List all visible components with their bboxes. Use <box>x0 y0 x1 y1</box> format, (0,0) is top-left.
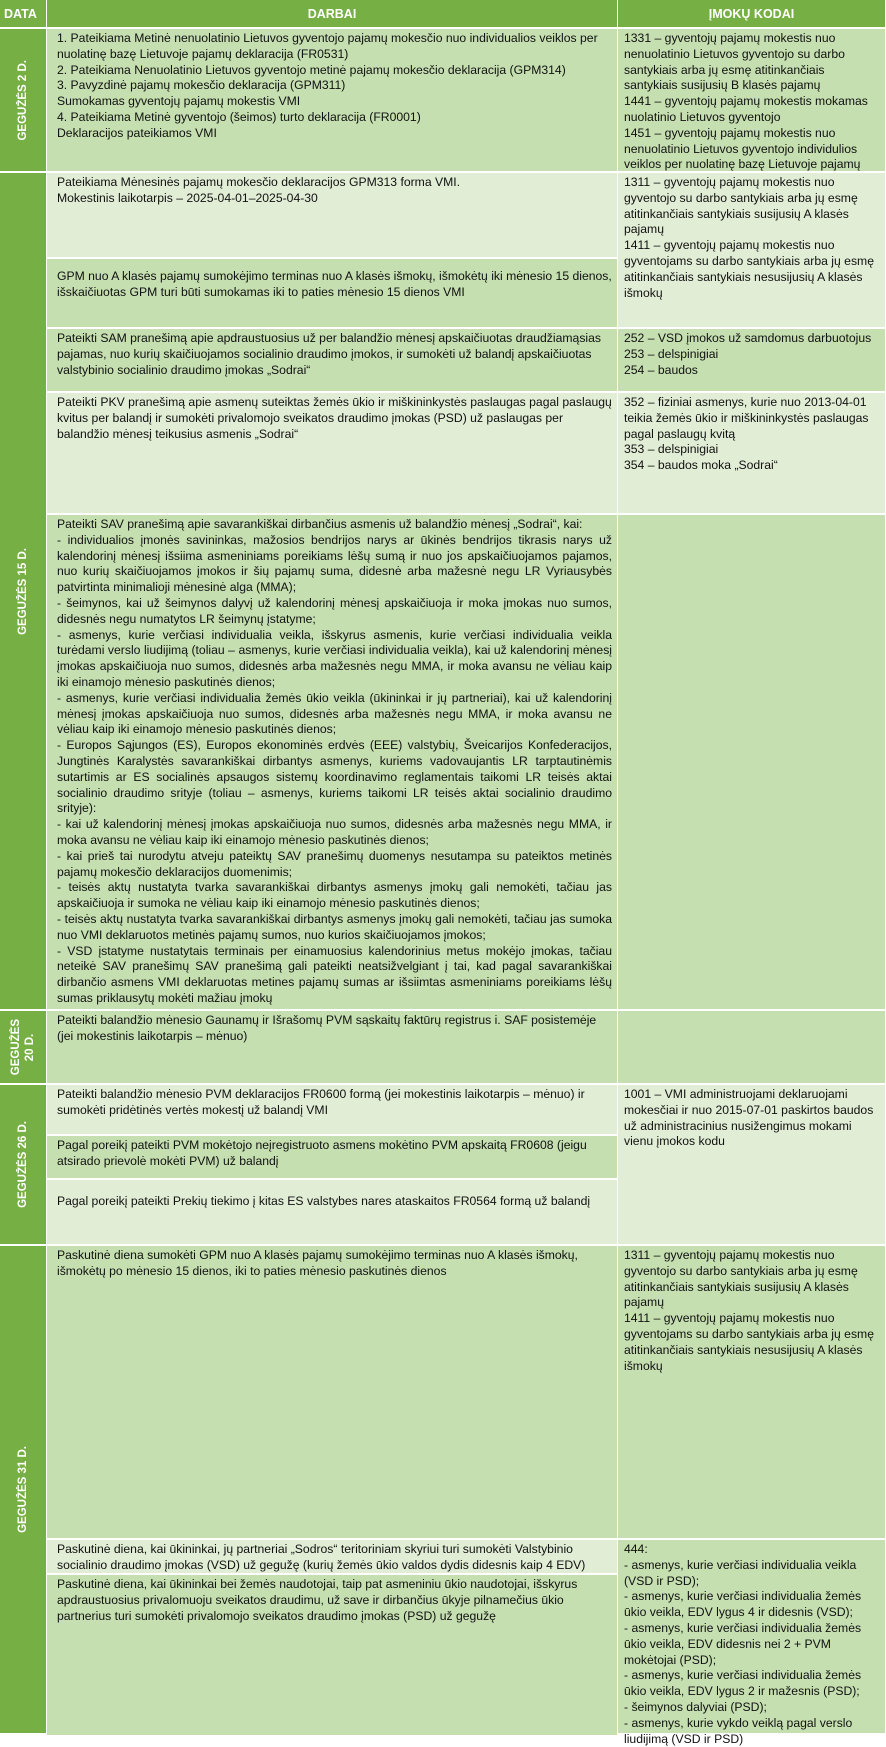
work-cell: Pateikti SAV pranešimą apie savarankiškai dirbančius asmenis už balandžio mėnesį „Sodrai“, kai: - individualios įmonės savininkas, mažosios bendrijos narys ar ūkinės bendrijos tikrasis narys už kalendorinį mėnesį išsiima asmeniniams poreikiams lėšų sumą ir nuo jos apskaičiuojamos pajamos, nuo kurių skaičiuojamos įmokos ir šių pajamų suma, didesnė arba mažesnė negu LR Vyriausybės patvirtinta minimalioji mėnesinė alga (MMA); - šeimynos, kai už šeimynos dalyvį už kalendorinį mėnesį apskaičiuoja ir moka įmokas nuo sumos, didesnės negu numatytos LR šeimynų įstatyme; - asmenys, kurie verčiasi individualia veikla, išskyrus asmenis, kurie verčiasi individualia veikla turėdami verslo liudijimą (toliau – asmenys, kurie verčiasi individualia veikla), kai už kalendorinį mėnesį įmokas apskaičiuoja nuo sumos, didesnės arba mažesnės negu MMA, ir moka avansu ne vėliau kaip iki einamojo mėnesio paskutinės dienos; - asmenys, kurie verčiasi individualia žemės ūkio veikla (ūkininkai ir jų partneriai), kai už kalendorinį mėnesį įmokas apskaičiuoja nuo sumos, didesnės arba mažesnės negu MMA, ir moka avansu ne vėliau kaip iki einamojo mėnesio paskutinės dienos; - Europos Sąjungos (ES), Europos ekonominės erdvės (EEE) valstybių, Šveicarijos Konfederacijos, Jungtinės Karalystės savarankiškai dirbantys asmenys, kuriems vadovaujantis LR tarptautinėmis sutartimis ar ES socialinės apsaugos sistemų koordinavimo reglamentais taikomi LR teisės aktai socialinio draudimo srityje (toliau – asmenys, kuriems taikomi LR teisės aktai socialinio draudimo srityje): - kai už kalendorinį mėnesį įmokas apskaičiuoja nuo sumos, didesnės arba mažesnės negu MMA, ir moka avansu ne vėliau kaip iki einamojo mėnesio paskutinės dienos; - kai prieš tai nurodytu atveju pateiktų SAV pranešimų duomenys nesutampa su pateiktos metinės pajamų mokesčio deklaracijos duomenimis; - teisės aktų nustatyta tvarka savarankiškai dirbantys asmenys įmokų gali nemokėti, tačiau jas apskaičiuoja ir sumoka ne vėliau kaip iki einamojo mėnesio paskutinės dienos; - teisės aktų nustatyta tvarka savarankiškai dirbantys asmenys įmokų gali nemokėti, tačiau jas sumoka nuo VMI deklaruotos metinės pajamų sumos, nuo kurios skaičiuojamos įmokos; - VSD įstatyme nustatytais terminais per einamuosius kalendorinius metus mokėjo įmokas, tačiau neteikė SAV pranešimų SAV pranešimą gali pateikti neatsižvelgiant į tai, kad pagal savarankiškai dirbančio asmens VMI deklaruotas metines pajamų sumas ar išsiimtas asmeniniams poreikiams lėšų sumas priklausytų mokėti mažiau įmokų <box>47 513 618 1009</box>
work-cell: Pateikti SAM pranešimą apie apdraustuosius už per balandžio mėnesį apskaičiuotas draudžiamąsias pajamas, nuo kurių skaičiuojamos socialinio draudimo įmokos, ir sumokėti už balandį apskaičiuotas valstybinio socialinio draudimo įmokas „Sodrai“ <box>47 327 618 391</box>
work-cell: Pagal poreikį pateikti PVM mokėtojo neįregistruoto asmens mokėtino PVM apskaitą FR0608 (jeigu atsirado prievolė mokėti PVM) už balandį <box>47 1134 618 1178</box>
codes-cell: 1331 – gyventojų pajamų mokestis nuo nenuolatinio Lietuvos gyventojo su darbo santykiais arba jų esmę atitinkančiais santykiais susijusių B klasės pajamų 1441 – gyventojų pajamų mokestis mokamas nuolatinio Lietuvos gyventojo 1451 – gyventojų pajamų mokestis nuo nenuolatinio Lietuvos gyventojo individulios veiklos per nuolatinę bazę Lietuvoje pajamų <box>618 27 886 171</box>
date-cell-may-2 <box>0 27 47 171</box>
codes-cell-empty <box>618 513 886 1009</box>
work-text: GPM nuo A klasės pajamų sumokėjimo terminas nuo A klasės išmokų, išmokėtų iki mėnesio 15 dienos, išskaičiuotas GPM turi būti sumokamas iki to paties mėnesio 15 dienos VMI <box>57 269 612 299</box>
work-cell <box>47 171 618 327</box>
work-cell <box>47 1538 618 1733</box>
column-header-date: DATA <box>0 0 47 27</box>
date-cell-may-15 <box>0 171 47 1009</box>
work-cell: Pagal poreikį pateikti Prekių tiekimo į kitas ES valstybes nares ataskaitos FR0564 formą už balandį <box>47 1178 618 1244</box>
work-cell: Pateikti balandžio mėnesio Gaunamų ir Išrašomų PVM sąskaitų faktūrų registrus i. SAF posistemėje (jei mokestinis laikotarpis – mėnuo) <box>47 1009 618 1083</box>
date-cell-may-31 <box>0 1244 47 1733</box>
work-text: Paskutinė diena, kai ūkininkai, jų partneriai „Sodros“ teritoriniam skyriui turi sumokėti Valstybinio socialinio draudimo įmokas (VSD) už gegužę (kurių žemės ūkio valdos dydis didesnis kaip 4 EDV) <box>57 1542 586 1572</box>
date-label: GEGUŽĖS 15 D. <box>17 547 29 635</box>
codes-cell: 252 – VSD įmokos už samdomus darbuotojus 253 – delspinigiai 254 – baudos <box>618 327 886 391</box>
date-cell-may-20 <box>0 1009 47 1083</box>
date-cell-may-26 <box>0 1083 47 1244</box>
work-cell: Pateikti PKV pranešimą apie asmenų suteiktas žemės ūkio ir miškininkystės paslaugas pagal paslaugų kvitus per balandį ir sumokėti privalomojo sveikatos draudimo įmokas (PSD) už paslaugas per balandžio mėnesį teikusius asmenis „Sodrai“ <box>47 391 618 513</box>
codes-cell: 1311 – gyventojų pajamų mokestis nuo gyventojo su darbo santykiais arba jų esmę atitinkančiais santykiais susijusių A klasės pajamų 1411 – gyventojų pajamų mokestis nuo gyventojams su darbo santykiais arba jų esmę atitinkančiais santykiais nesusijusių A klasės išmokų <box>618 171 886 327</box>
codes-cell: 352 – fiziniai asmenys, kurie nuo 2013-04-01 teikia žemės ūkio ir miškininkystės paslaugas pagal paslaugų kvitą 353 – delspinigiai 354 – baudos moka „Sodrai“ <box>618 391 886 513</box>
codes-cell: 444: - asmenys, kurie verčiasi individualia veikla (VSD ir PSD); - asmenys, kurie verčiasi individualia žemės ūkio veikla, EDV lygus 4 ir didesnis (VSD); - asmenys, kurie verčiasi individualia žemės ūkio veikla, EDV didesnis nei 2 + PVM mokėtojai (PSD); - asmenys, kurie verčiasi individualia žemės ūkio veikla, EDV lygus 2 ir mažesnis (PSD); - šeimynos dalyviai (PSD); - asmenys, kurie vykdo veiklą pagal verslo liudijimą (VSD ir PSD) <box>618 1538 886 1733</box>
work-cell: Pateikti balandžio mėnesio PVM deklaracijos FR0600 formą (jei mokestinis laikotarpis – mėnuo) ir sumokėti pridėtinės vertės mokestį už balandį VMI <box>47 1083 618 1134</box>
work-cell: 1. Pateikiama Metinė nenuolatinio Lietuvos gyventojo pajamų mokesčio nuo individualios veiklos per nuolatinę bazę Lietuvoje pajamų deklaracija (FR0531) 2. Pateikiama Nenuolatinio Lietuvos gyventojo metinė pajamų mokesčio deklaracija (GPM314) 3. Pavyzdinė pajamų mokesčio deklaracija (GPM311) Sumokamas gyventojų pajamų mokestis VMI 4. Pateikiama Metinė gyventojo (šeimos) turto deklaracija (FR0001) Deklaracijos pateikiamos VMI <box>47 27 618 171</box>
date-label: GEGUŽĖS 31 D. <box>17 1446 29 1533</box>
work-text: Pateikiama Mėnesinės pajamų mokesčio deklaracijos GPM313 forma VMI. Mokestinis laikotarpis – 2025-04-01–2025-04-30 <box>57 175 461 205</box>
date-label: GEGUŽĖS 20 D. <box>10 1018 36 1076</box>
codes-cell: 1001 – VMI administruojami deklaruojami mokesčiai ir nuo 2015-07-01 paskirtos baudos už administracinius nusižengimus mokami vienu įmokos kodu <box>618 1083 886 1244</box>
date-label: GEGUŽĖS 26 D. <box>17 1121 29 1208</box>
work-text: Paskutinė diena, kai ūkininkai bei žemės naudotojai, taip pat asmeniniu ūkio naudotojai, išskyrus apdraustuosius privalomuoju sveikatos draudimu, už save ir dirbančius ūkyje pilnamečius ūkio partnerius turi sumokėti privalomojo sveikatos draudimo įmokas (PSD) už gegužę <box>57 1577 578 1623</box>
column-header-work: DARBAI <box>47 0 618 27</box>
column-header-codes: ĮMOKŲ KODAI <box>618 0 886 27</box>
codes-cell-empty <box>618 1009 886 1083</box>
codes-cell: 1311 – gyventojų pajamų mokestis nuo gyventojo su darbo santykiais arba jų esmę atitinkančiais santykiais susijusių A klasės pajamų 1411 – gyventojų pajamų mokestis nuo gyventojams su darbo santykiais arba jų esmę atitinkančiais santykiais nesusijusių A klasės išmokų <box>618 1244 886 1538</box>
work-cell: Paskutinė diena sumokėti GPM nuo A klasės pajamų sumokėjimo terminas nuo A klasės išmokų, išmokėtų po mėnesio 15 dienos, iki to paties mėnesio paskutinės dienos <box>47 1244 618 1538</box>
date-label: GEGUŽĖS 2 D. <box>17 59 29 141</box>
